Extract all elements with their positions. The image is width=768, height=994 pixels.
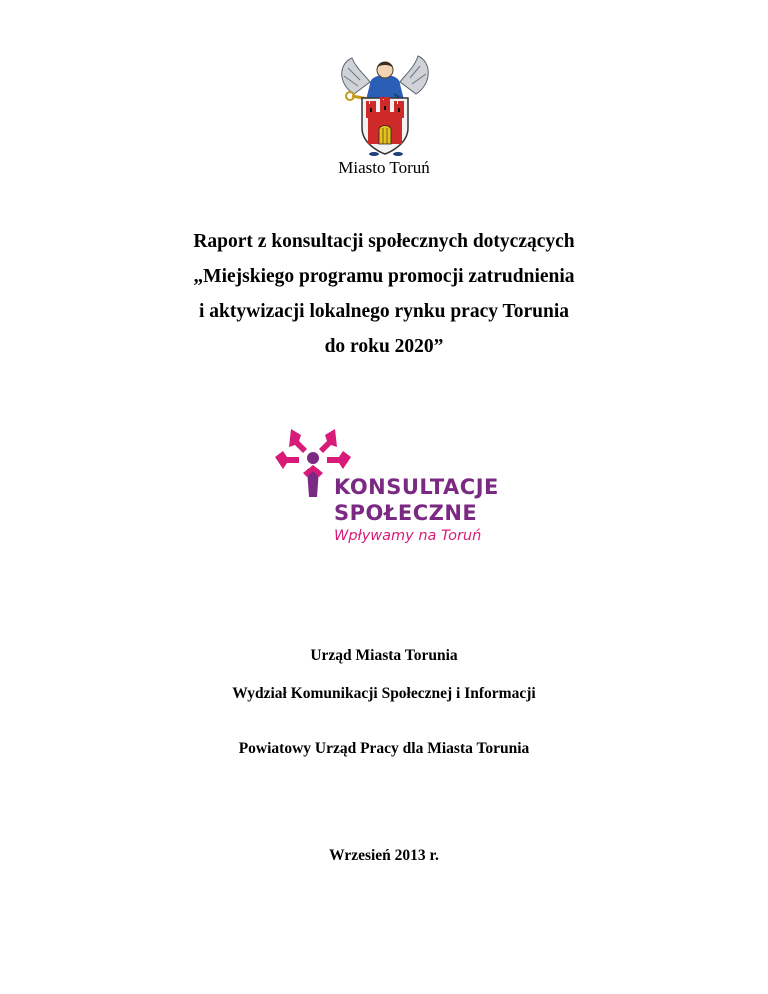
consultation-logo (273, 427, 498, 547)
title-line: Raport z konsultacji społecznych dotyczących (193, 231, 575, 252)
consultation-logo-line2: SPOŁECZNE (334, 501, 478, 525)
report-date: Wrzesień 2013 r. (329, 847, 439, 864)
title-line: i aktywizacji lokalnego rynku pracy Torunia (198, 301, 569, 322)
organization-name: Powiatowy Urząd Pracy dla Miasta Torunia (238, 740, 530, 757)
report-title (0, 224, 768, 364)
organization-name: Wydział Komunikacji Społecznej i Informacji (232, 685, 536, 702)
city-name-label: Miasto Toruń (338, 158, 430, 177)
consultation-logo-line1: KONSULTACJE (334, 475, 499, 499)
torun-coat-of-arms-icon (334, 54, 436, 158)
organization-name: Urząd Miasta Torunia (310, 647, 458, 664)
title-line: „Miejskiego programu promocji zatrudnienia (193, 266, 575, 287)
consultation-logo-tagline: Wpływamy na Toruń (334, 528, 482, 544)
title-line: do roku 2020” (324, 336, 444, 357)
